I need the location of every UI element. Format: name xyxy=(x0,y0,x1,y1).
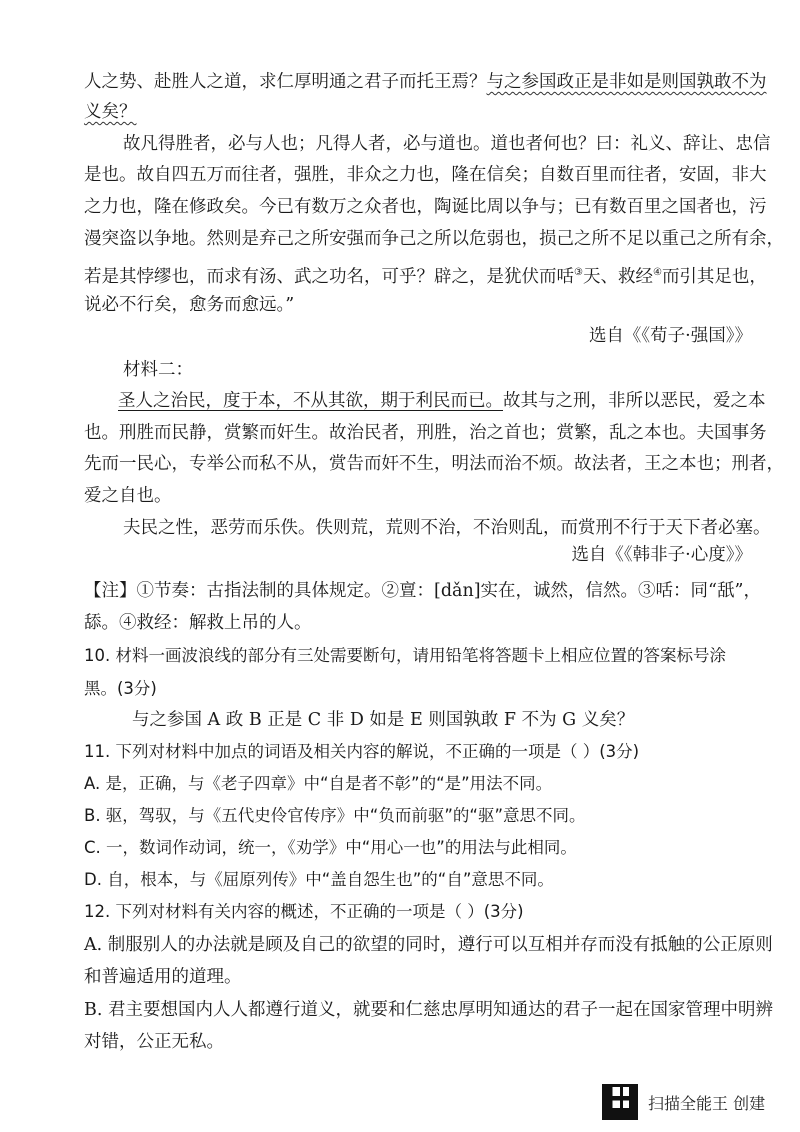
material2-source: 选自《《韩非子·心度》》 xyxy=(571,545,752,565)
wavy-underlined-passage: 与之参国政正是非如是则国孰敢不为 xyxy=(486,72,767,92)
question-10-sentence: 与之参国 A 政 B 正是 C 非 D 如是 E 则国孰敢 F 不为 G 义矣？ xyxy=(132,710,635,730)
material2-line: 先而一民心，专举公而私不从，赏告而奸不生，明法而治不烦。故法者，王之本也；刑者， xyxy=(84,454,784,474)
underlined-passage: 圣人之治民，度于本，不从其欲，期于利民而已。 xyxy=(118,391,503,411)
wavy-underlined-passage: 义矣？ xyxy=(84,102,137,122)
text-segment: 而引其足也， xyxy=(661,266,767,287)
question-10-cont: 黑。(3分) xyxy=(84,679,157,698)
material2-line-1 xyxy=(118,389,766,413)
option-a: A. 是，正确，与《老子四章》中“自是者不彰”的“是”用法不同。 xyxy=(84,774,553,793)
notes-line: 舔。④救经：解救上吊的人。 xyxy=(84,613,312,633)
material1-paragraph-line: 漫突盗以争地。然则是弃己之所安强而争己之所以危弱也，损己之所不足以重己之所有余， xyxy=(84,229,784,249)
question-11: 11. 下列对材料中加点的词语及相关内容的解说，不正确的一项是（ ）(3分) xyxy=(84,742,640,761)
material2-line: 夫民之性，恶劳而乐佚。佚则荒，荒则不治，不治则乱，而赏刑不行于天下者必塞。 xyxy=(123,518,771,538)
material1-paragraph-line: 故凡得胜者，必与人也；凡得人者，必与道也。道也者何也？曰：礼义、辞让、忠信 xyxy=(123,134,771,154)
material1-paragraph-line xyxy=(84,261,767,289)
material1-paragraph-line: 之力也，隆在修政矣。今已有数万之众者也，陶诞比周以争与；已有数百里之国者也，污 xyxy=(84,197,767,217)
option-a-cont: 和普遍适用的道理。 xyxy=(84,967,242,987)
text-segment: 天、救经 xyxy=(582,266,653,287)
footnote-marker: ③ xyxy=(574,267,583,278)
material2-line: 也。刑胜而民静，赏繁而奸生。故治民者，刑胜，治之首也；赏繁，乱之本也。夫国事务 xyxy=(84,423,767,443)
option-b: B. 驱，驾驭，与《五代史伶官传序》中“负而前驱”的“驱”意思不同。 xyxy=(84,806,586,825)
question-12: 12. 下列对材料有关内容的概述，不正确的一项是（ ）(3分) xyxy=(84,902,524,921)
qr-code-icon xyxy=(602,1084,638,1120)
option-b-cont: 对错，公正无私。 xyxy=(84,1032,224,1052)
material1-paragraph-line: 是也。故自四五万而往者，强胜，非众之力也，隆在信矣；自数百里而往者，安固，非大 xyxy=(84,165,767,185)
material2-line: 爱之自也。 xyxy=(84,486,172,506)
text-segment: 故其与之刑，非所以恶民，爱之本 xyxy=(503,391,766,411)
option-b: B. 君主要想国内人人都遵行道义，就要和仁慈忠厚明知通达的君子一起在国家管理中明辨 xyxy=(84,1000,773,1020)
footnote-marker: ④ xyxy=(652,267,662,278)
material1-source: 选自《《荀子·强国》》 xyxy=(588,326,752,346)
text-segment: 人之势、赴胜人之道，求仁厚明通之君子而托王焉？ xyxy=(84,72,487,92)
text-segment: 若是其悖缪也，而求有汤、武之功名，可乎？辟之，是犹伏而咶 xyxy=(84,266,574,287)
notes-line: 【注】①节奏：古指法制的具体规定。②亶：[dǎn]实在，诚然，信然。③咶：同“舐”， xyxy=(84,581,761,601)
question-10: 10. 材料一画波浪线的部分有三处需要断句，请用铅笔将答题卡上相应位置的答案标号涂 xyxy=(84,646,726,665)
option-d: D. 自，根本，与《屈原列传》中“盖自怨生也”的“自”意思不同。 xyxy=(84,870,554,889)
material1-paragraph-line: 说必不行矣，愈务而愈远。” xyxy=(84,295,295,315)
scanner-watermark xyxy=(602,1082,765,1122)
option-c: C. 一，数词作动词，统一，《劝学》中“用心一也”的用法与此相同。 xyxy=(84,838,577,857)
material1-line-1 xyxy=(84,70,767,94)
material1-line-2 xyxy=(84,100,760,124)
material2-heading: 材料二： xyxy=(123,360,193,380)
option-a: A. 制服别人的办法就是顾及自己的欲望的同时，遵行可以互相并存而没有抵触的公正原则 xyxy=(84,935,773,955)
watermark-text: 扫描全能王 创建 xyxy=(648,1093,766,1113)
